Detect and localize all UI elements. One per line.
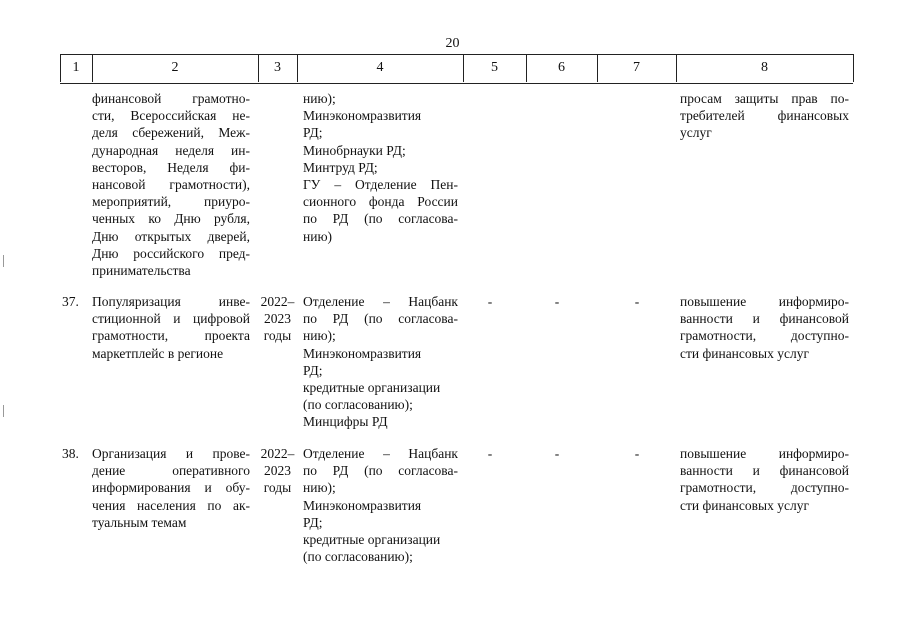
text-line: деля сбережений, Меж-	[92, 125, 250, 141]
text-line: кредитные организации	[303, 380, 441, 396]
text-line: маркетплейс в регионе	[92, 345, 224, 361]
header-col-6: 6	[558, 60, 565, 75]
continuation-executors-text	[303, 90, 458, 245]
text-line: РД;	[303, 125, 323, 141]
text-line: сти, Всероссийская не-	[92, 108, 250, 124]
text-line: грамотности, проекта	[92, 328, 250, 344]
text-line: мероприятий, приуро-	[92, 194, 250, 210]
text-line: 2023	[264, 463, 291, 479]
text-line: сти финансовых услуг	[680, 345, 809, 361]
text-line: по РД (по согласова-	[303, 211, 458, 227]
text-line: Минэкономразвития	[303, 108, 422, 124]
row-37-col7: -	[634, 294, 640, 309]
header-col-8: 8	[761, 60, 768, 75]
text-line: Дню российского пред-	[92, 245, 250, 261]
text-line: туальным темам	[92, 514, 187, 530]
header-col-4: 4	[376, 60, 384, 75]
text-line: 2022–	[260, 294, 295, 309]
text-line: Дню открытых дверей,	[92, 228, 250, 244]
text-line: дение оперативного	[92, 463, 250, 479]
text-line: годы	[263, 480, 292, 496]
text-line: Организация и прове-	[92, 446, 250, 461]
header-col-1: 1	[72, 60, 80, 75]
row-37-col6: -	[554, 294, 560, 309]
row-38-col6: -	[554, 446, 560, 461]
text-line: 2022–	[260, 446, 295, 461]
row-38-col7: -	[634, 446, 640, 461]
row-37-measure	[92, 293, 250, 362]
text-line: Минобрнауки РД;	[303, 142, 406, 158]
continuation-result-text	[680, 90, 849, 142]
text-line: нию)	[303, 228, 333, 244]
row-37-result	[680, 293, 849, 362]
row-38-result	[680, 445, 849, 514]
text-line: грамотности, доступно-	[680, 328, 849, 344]
text-line: Минцифры РД	[303, 414, 388, 430]
text-line: Отделение – Нацбанк	[303, 294, 458, 309]
row-38-executors	[303, 445, 458, 565]
row-37-executors	[303, 293, 458, 431]
header-border	[853, 54, 854, 82]
text-line: чения населения по ак-	[92, 497, 250, 513]
header-col-5: 5	[491, 60, 498, 75]
row-38-col5: -	[487, 446, 493, 461]
text-line: требителей финансовых	[680, 108, 849, 124]
text-line: ванности и финансовой	[680, 463, 849, 479]
text-line: принимательства	[92, 263, 191, 279]
text-line: нию);	[303, 91, 336, 106]
text-line: (по согласованию);	[303, 397, 413, 413]
text-line: финансовой грамотно-	[92, 91, 250, 106]
text-line: дународная неделя ин-	[92, 142, 250, 158]
header-col-2: 2	[171, 60, 179, 75]
row-37-number: 37.	[62, 294, 79, 309]
text-line: Популяризация инве-	[92, 294, 250, 309]
text-line: нию);	[303, 480, 336, 496]
scan-artifact	[3, 255, 4, 267]
scan-artifact	[3, 405, 4, 417]
row-37-period	[258, 293, 297, 345]
text-line: повышение информиро-	[680, 294, 849, 309]
text-line: годы	[263, 328, 292, 344]
text-line: ванности и финансовой	[680, 311, 849, 327]
text-line: РД;	[303, 362, 323, 378]
row-37-col5: -	[487, 294, 493, 309]
text-line: (по согласованию);	[303, 549, 413, 565]
text-line: информирования и обу-	[92, 480, 250, 496]
text-line: грамотности, доступно-	[680, 480, 849, 496]
text-line: нансовой грамотности),	[92, 177, 250, 193]
row-38-measure	[92, 445, 250, 531]
text-line: услуг	[680, 125, 712, 141]
text-line: Минэкономразвития	[303, 497, 422, 513]
row-38-period	[258, 445, 297, 497]
text-line: кредитные организации	[303, 532, 441, 548]
text-line: ГУ – Отделение Пен-	[303, 177, 458, 193]
text-line: стиционной и цифровой	[92, 311, 250, 327]
text-line: Отделение – Нацбанк	[303, 446, 458, 461]
text-line: 2023	[264, 311, 291, 327]
text-line: просам защиты прав по-	[680, 91, 849, 106]
text-line: Минэкономразвития	[303, 345, 422, 361]
text-line: нию);	[303, 328, 336, 344]
page-number: 20	[445, 36, 460, 51]
text-line: РД;	[303, 514, 323, 530]
text-line: по РД (по согласова-	[303, 311, 458, 327]
row-38-number: 38.	[62, 446, 79, 461]
text-line: сионного фонда России	[303, 194, 458, 210]
continuation-measures-text	[92, 90, 250, 279]
text-line: Минтруд РД;	[303, 159, 378, 175]
text-line: по РД (по согласова-	[303, 463, 458, 479]
header-col-3: 3	[274, 60, 281, 75]
text-line: весторов, Неделя фи-	[92, 159, 250, 175]
header-col-7: 7	[633, 60, 640, 75]
text-line: ченных ко Дню рубля,	[92, 211, 250, 227]
text-line: повышение информиро-	[680, 446, 849, 461]
text-line: сти финансовых услуг	[680, 497, 809, 513]
